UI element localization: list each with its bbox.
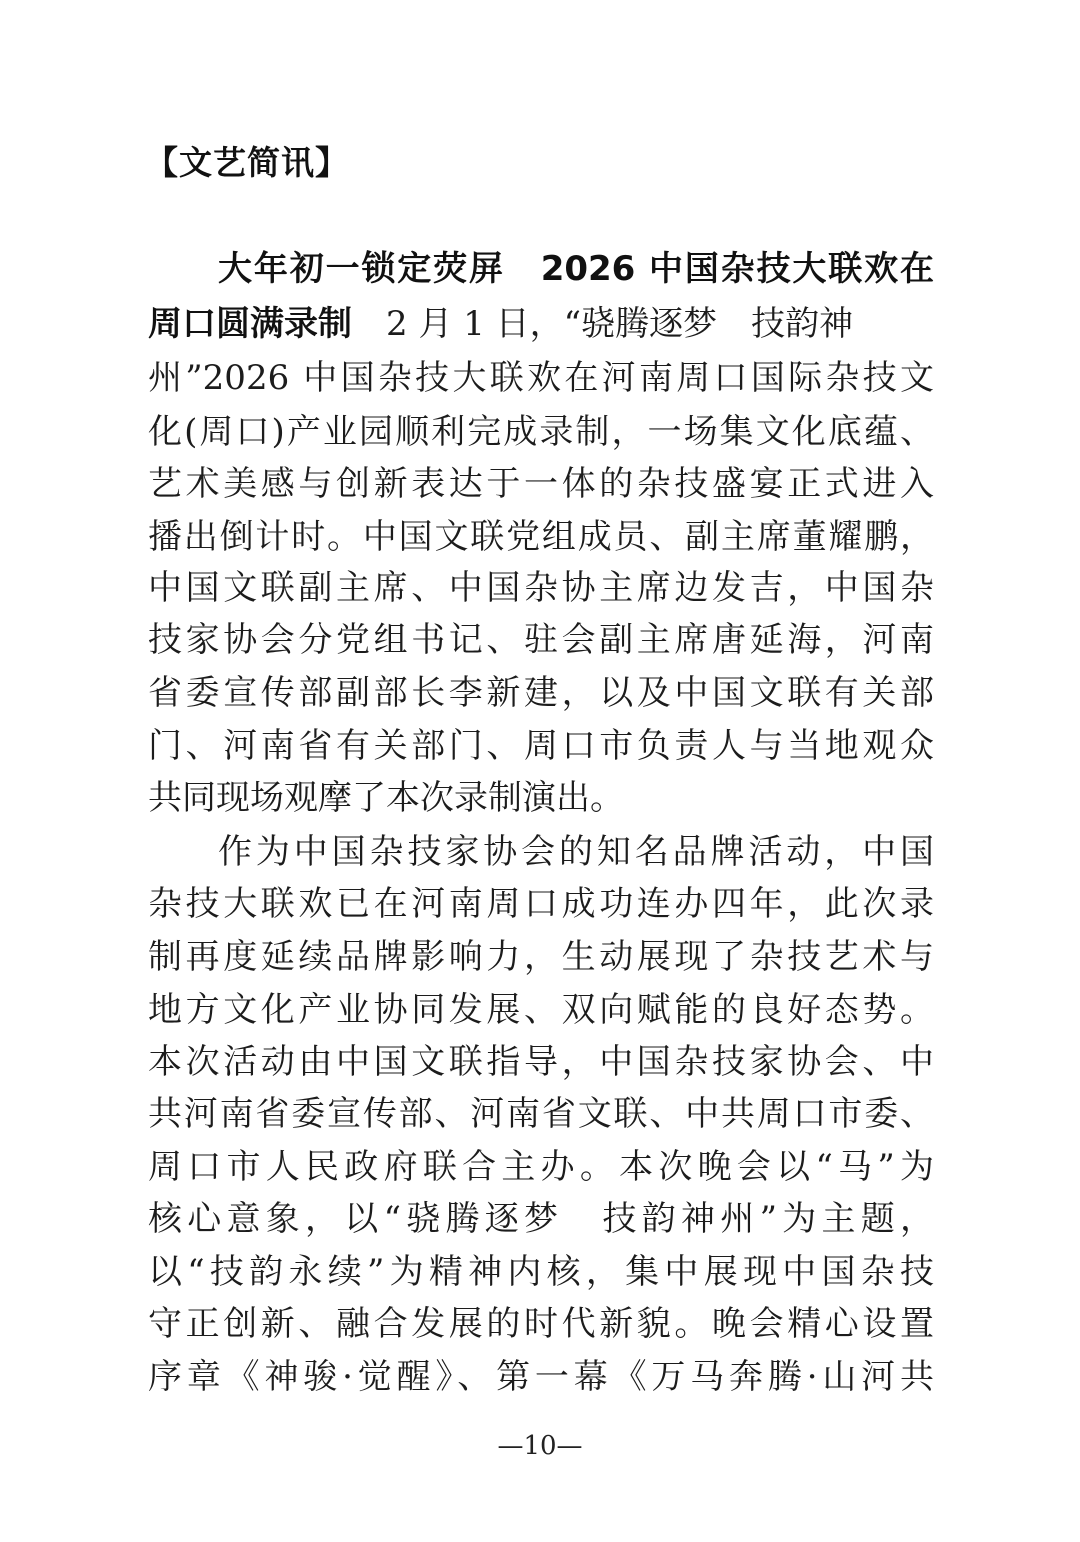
paragraph-2-line-11: 序章《神骏·觉醒》、第一幕《万马奔腾·山河共 xyxy=(148,1357,934,1397)
paragraph-2-line-6: 共河南省委宣传部、河南省文联、中共周口市委、 xyxy=(148,1094,934,1134)
body-line-9: 门、河南省有关部门、周口市负责人与当地观众 xyxy=(148,726,934,766)
body-line-2: 州”2026 中国杂技大联欢在河南周口国际杂技文 xyxy=(148,358,934,398)
headline-line-1 xyxy=(218,243,934,295)
paragraph-2-line-1: 作为中国杂技家协会的知名品牌活动，中国 xyxy=(218,832,934,872)
body-line-1 xyxy=(148,298,934,350)
body-line-8: 省委宣传部副部长李新建，以及中国文联有关部 xyxy=(148,673,934,713)
paragraph-2-line-8: 核心意象，以“骁腾逐梦 技韵神州”为主题， xyxy=(148,1199,934,1239)
body-line-10: 共同现场观摩了本次录制演出。 xyxy=(148,778,624,818)
headline-text-continued: 周口圆满录制 xyxy=(148,304,352,344)
body-line-6: 中国文联副主席、中国杂协主席边发吉，中国杂 xyxy=(148,568,934,608)
body-line-3: 化(周口)产业园顺利完成录制，一场集文化底蕴、 xyxy=(148,412,934,452)
paragraph-2-line-7: 周口市人民政府联合主办。本次晚会以“马”为 xyxy=(148,1147,934,1187)
paragraph-2-line-9: 以“技韵永续”为精神内核，集中展现中国杂技 xyxy=(148,1252,934,1292)
body-line-5: 播出倒计时。中国文联党组成员、副主席董耀鹏， xyxy=(148,517,934,557)
body-text: 2 月 1 日，“骁腾逐梦 技韵神 xyxy=(352,304,854,344)
paragraph-2-line-3: 制再度延续品牌影响力，生动展现了杂技艺术与 xyxy=(148,937,934,977)
paragraph-2-line-4: 地方文化产业协同发展、双向赋能的良好态势。 xyxy=(148,990,934,1030)
section-tag: 【文艺简讯】 xyxy=(145,143,349,182)
page-number: —10— xyxy=(497,1431,583,1461)
paragraph-2-line-5: 本次活动由中国文联指导，中国杂技家协会、中 xyxy=(148,1042,934,1082)
headline-text: 大年初一锁定荧屏 2026 中国杂技大联欢在 xyxy=(218,249,934,289)
paragraph-2-line-10: 守正创新、融合发展的时代新貌。晚会精心设置 xyxy=(148,1304,934,1344)
body-line-4: 艺术美感与创新表达于一体的杂技盛宴正式进入 xyxy=(148,464,934,504)
paragraph-2-line-2: 杂技大联欢已在河南周口成功连办四年，此次录 xyxy=(148,884,934,924)
body-line-7: 技家协会分党组书记、驻会副主席唐延海，河南 xyxy=(148,620,934,660)
